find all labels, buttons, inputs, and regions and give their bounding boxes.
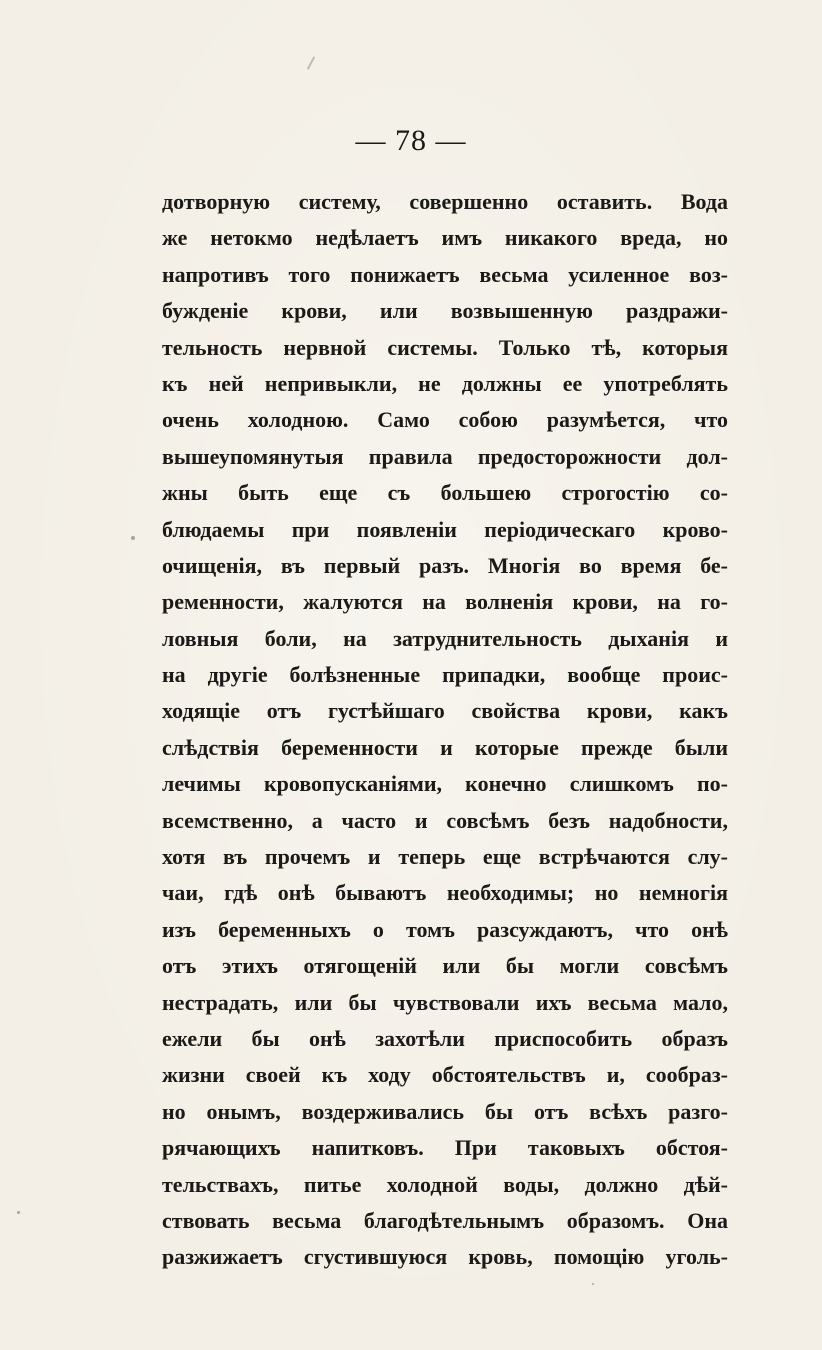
- paper-speck: [592, 1283, 594, 1285]
- text-line: же нетокмо недѣлаетъ имъ никакого вреда, но: [162, 225, 728, 251]
- text-line: тельность нервной системы. Только тѣ, которыя: [162, 334, 728, 360]
- text-line: жизни своей къ ходу обстоятельствъ и, сообраз-: [162, 1062, 728, 1088]
- text-line: вышеупомянутыя правила предосторожности дол-: [162, 443, 728, 469]
- text-line: на другіе болѣзненные припадки, вообще проис-: [162, 662, 728, 688]
- text-line: ежели бы онѣ захотѣли приспособить образъ: [162, 1025, 728, 1051]
- text-line: отъ этихъ отягощеній или бы могли совсѣмъ: [162, 953, 728, 979]
- text-line: слѣдствія беременности и которые прежде были: [162, 734, 728, 760]
- paper-scratch-mark: [307, 56, 315, 69]
- text-line: очищенія, въ первый разъ. Многія во время бе-: [162, 552, 728, 578]
- text-line: разжижаетъ сгустившуюся кровь, помощію уголь-: [162, 1244, 728, 1270]
- text-line: ловныя боли, на затруднительность дыханія и: [162, 625, 728, 651]
- paper-speck: [17, 1211, 20, 1214]
- text-line: очень холодною. Само собою разумѣется, что: [162, 407, 728, 433]
- text-line: дотворную систему, совершенно оставить. Вода: [162, 189, 728, 214]
- text-line: но онымъ, воздерживались бы отъ всѣхъ разго-: [162, 1098, 728, 1124]
- text-line: блюдаемы при появленіи періодическаго крово-: [162, 516, 728, 542]
- text-line: нестрадать, или бы чувствовали ихъ весьма мало,: [162, 989, 728, 1015]
- text-line: всемственно, а часто и совсѣмъ безъ надобности,: [162, 807, 728, 833]
- text-line: напротивъ того понижаетъ весьма усиленное воз-: [162, 261, 728, 287]
- text-line: бужденіе крови, или возвышенную раздражи-: [162, 298, 728, 324]
- page-number: — 78 —: [355, 124, 467, 157]
- text-line: ствовать весьма благодѣтельнымъ образомъ. Она: [162, 1207, 728, 1233]
- text-line: изъ беременныхъ о томъ разсуждаютъ, что онѣ: [162, 916, 728, 942]
- text-line: ременности, жалуются на волненія крови, на го-: [162, 589, 728, 615]
- paper-speck: [131, 536, 135, 540]
- text-line: чаи, гдѣ онѣ бываютъ необходимы; но немногія: [162, 880, 728, 906]
- text-line: ходящіе отъ густѣйшаго свойства крови, какъ: [162, 698, 728, 724]
- text-line: тельствахъ, питье холодной воды, должно дѣй-: [162, 1171, 728, 1197]
- text-line: рячающихъ напитковъ. При таковыхъ обстоя-: [162, 1135, 728, 1161]
- text-line: жны быть еще съ большею строгостію со-: [162, 480, 728, 506]
- text-line: лечимы кровопусканіями, конечно слишкомъ по-: [162, 771, 728, 797]
- body-text: [162, 184, 728, 1276]
- text-line: къ ней непривыкли, не должны ее употреблять: [162, 370, 728, 396]
- text-line: хотя въ прочемъ и теперь еще встрѣчаются слу-: [162, 844, 728, 870]
